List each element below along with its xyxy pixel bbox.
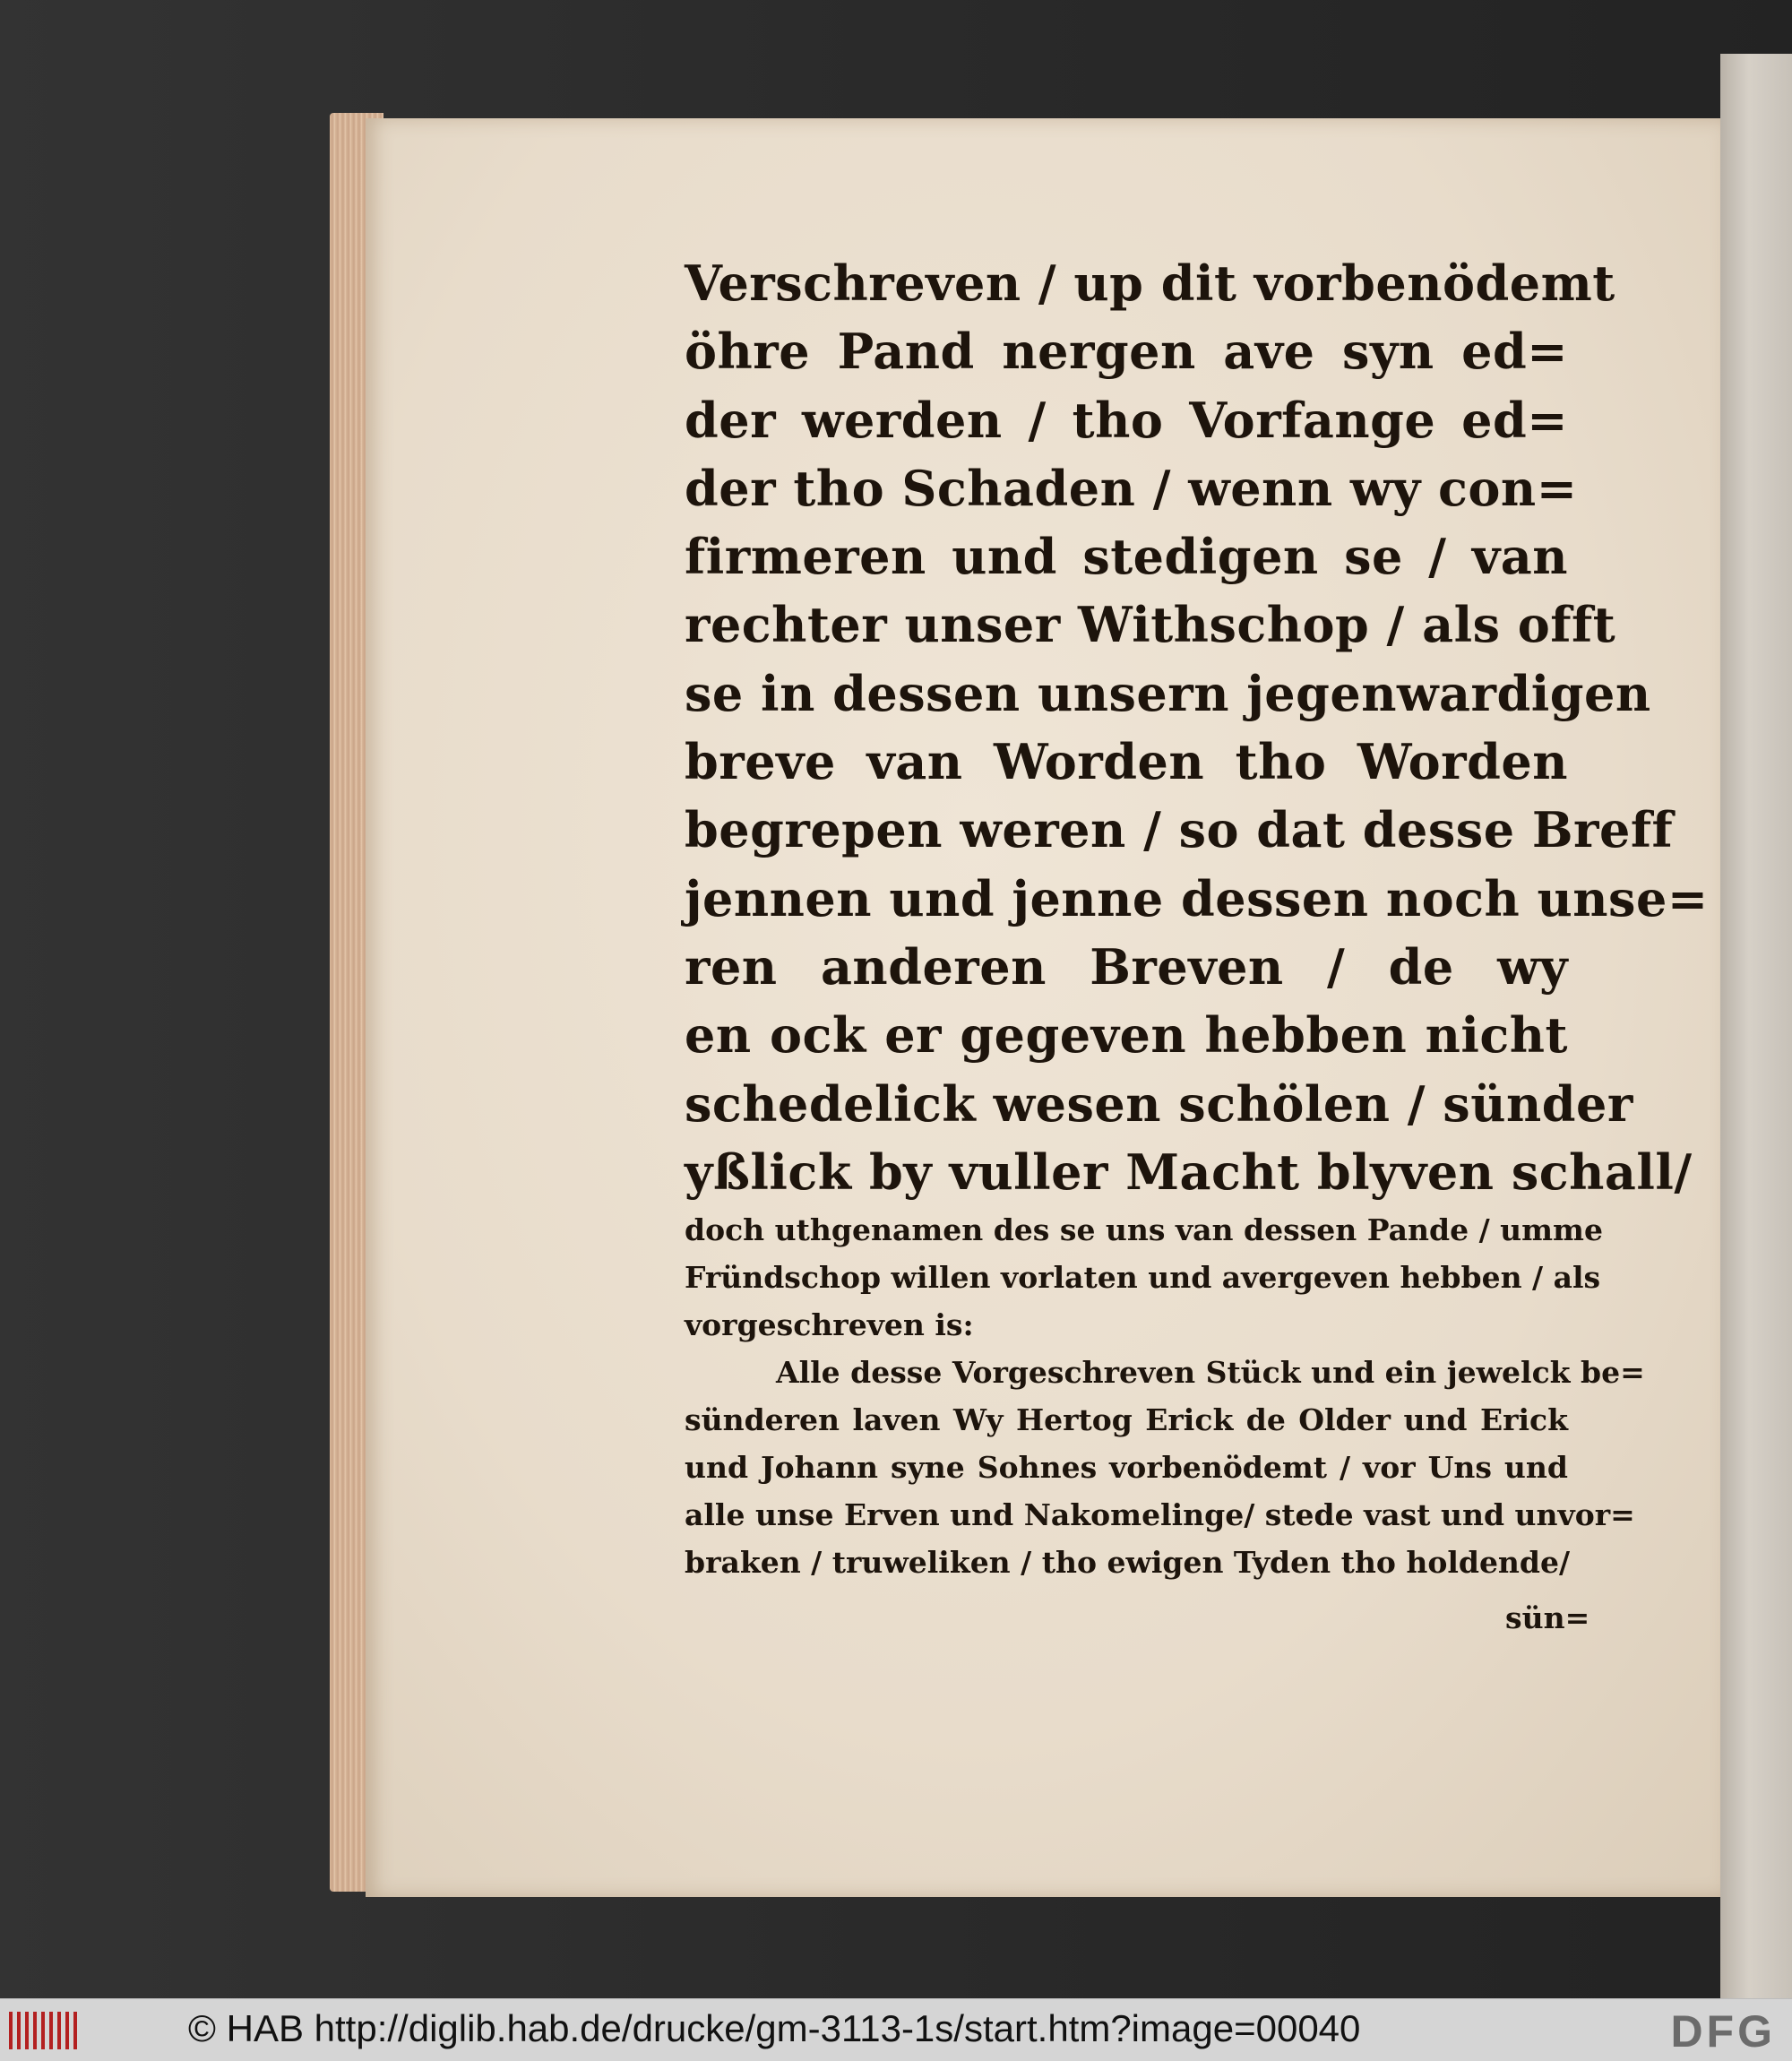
text-line: Fründschop willen vorlaten und avergeven hebben / als	[685, 1260, 1601, 1296]
text-line: sünderen laven Wy Hertog Erick de Older und Erick	[685, 1402, 1568, 1438]
text-line: alle unse Erven und Nakomelinge/ stede vast und unvor=	[685, 1497, 1635, 1533]
text-line: braken / truweliken / tho ewigen Tyden tho holdende/	[685, 1545, 1571, 1581]
text-line: begrepen weren / so dat desse Breff	[685, 801, 1674, 859]
text-line: firmeren und stedigen se / van	[685, 528, 1568, 586]
text-line: jennen und jenne dessen noch unse=	[685, 869, 1709, 927]
text-line: ren anderen Breven / de wy	[685, 937, 1568, 996]
text-line: der werden / tho Vorfange ed=	[685, 391, 1568, 449]
text-line: Verschreven / up dit vorbenödemt	[685, 254, 1615, 312]
text-line: doch uthgenamen des se uns van dessen Pande / umme	[685, 1212, 1603, 1248]
copyright-link[interactable]: © HAB http://diglib.hab.de/drucke/gm-3113-1s/start.htm?image=00040	[188, 2007, 1361, 2049]
text-line: der tho Schaden / wenn wy con=	[685, 459, 1578, 517]
text-line: vorgeschreven is:	[685, 1307, 974, 1343]
text-line: rechter unser Withschop / als offt	[685, 596, 1616, 654]
text-line: Alle desse Vorgeschreven Stück und ein jewelck be=	[776, 1355, 1645, 1391]
text-line: breve van Worden tho Worden	[685, 733, 1568, 791]
catchword: sün=	[1505, 1600, 1590, 1635]
text-line: yßlick by vuller Macht blyven schall/	[685, 1143, 1693, 1201]
viewer-footer	[0, 1998, 1792, 2061]
text-line: schedelick wesen schölen / sünder	[685, 1074, 1633, 1133]
dfg-logo: DFG	[1670, 2006, 1776, 2057]
main-text-block	[685, 249, 1709, 1206]
text-line: und Johann syne Sohnes vorbenödemt / vor Uns und	[685, 1450, 1568, 1486]
page-text	[685, 249, 1709, 1586]
next-page-edge	[1720, 54, 1792, 1998]
hab-barcode-icon	[9, 2012, 77, 2049]
text-line: öhre Pand nergen ave syn ed=	[685, 323, 1568, 381]
small-text-block	[685, 1206, 1645, 1586]
text-line: se in dessen unsern jegenwardigen	[685, 664, 1651, 722]
text-line: en ock er gegeven hebben nicht	[685, 1006, 1568, 1065]
